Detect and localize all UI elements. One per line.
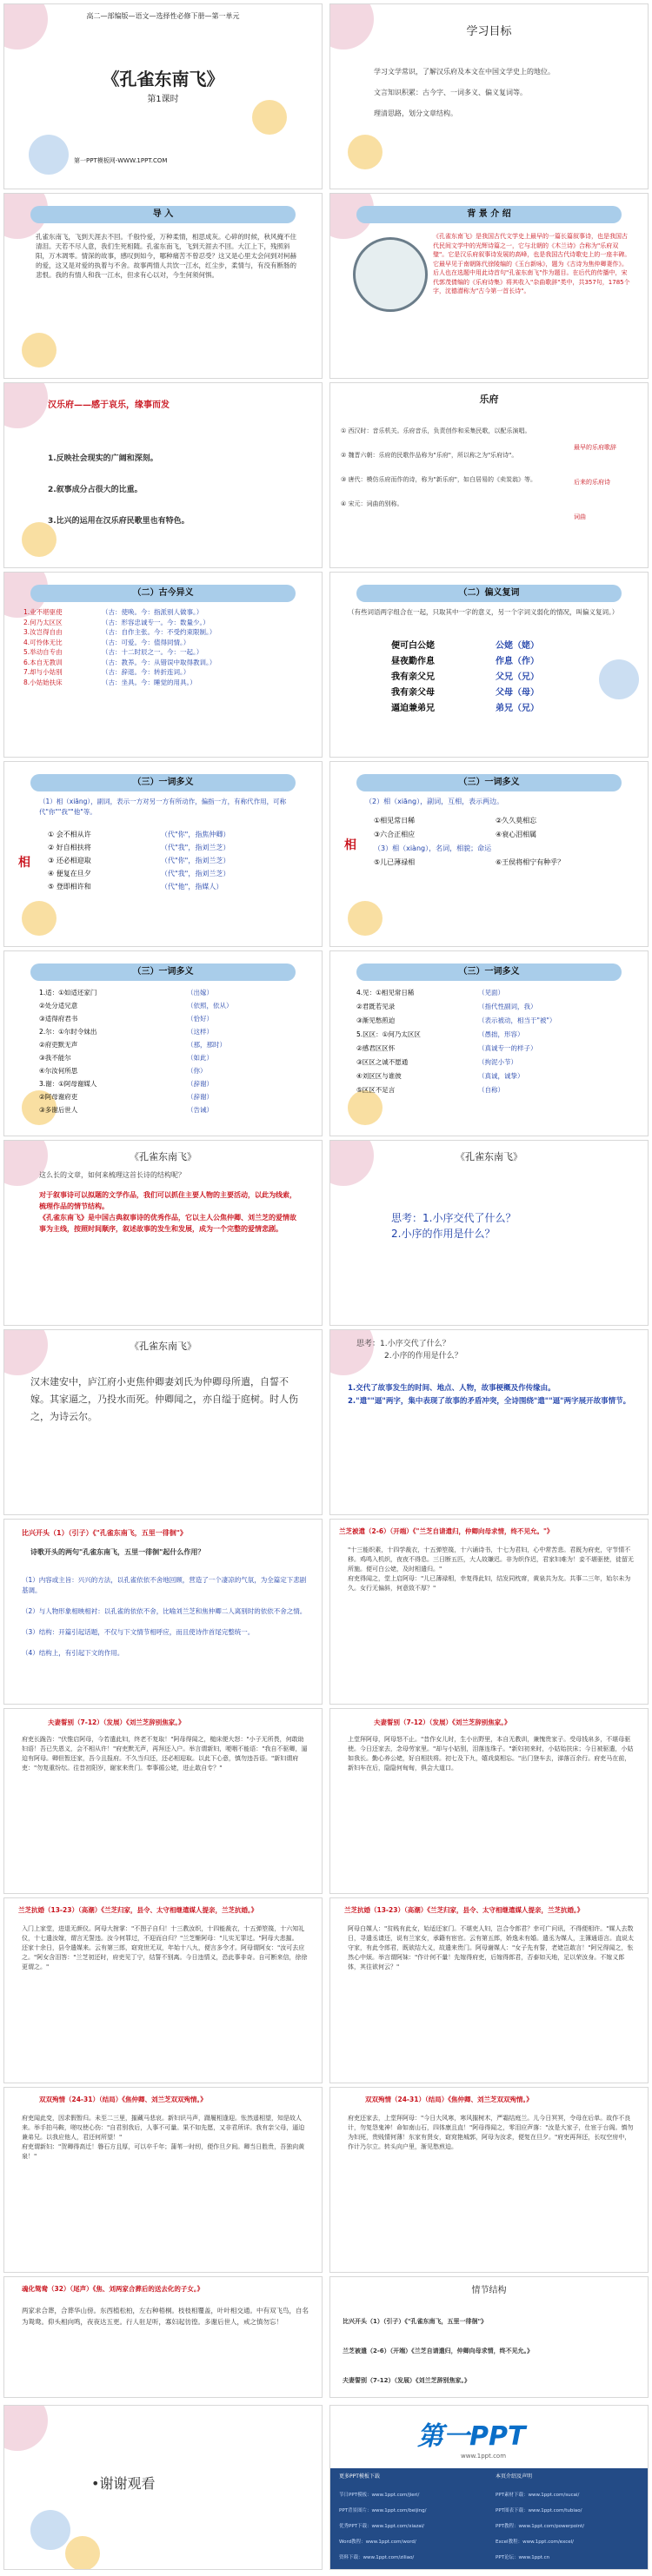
history-item: ② 魏晋六朝：乐府的民歌作品称为"乐府"，所以称之为"乐府诗"。	[341, 452, 518, 459]
slide-28-credits[interactable]	[329, 2405, 649, 2570]
table-row: 我有亲父兄 父兄（兄）	[391, 672, 539, 682]
blue-circle-decor	[30, 2510, 70, 2550]
table-row: 5.举动自专由 （古：十二时辰之一。今：一起。）	[23, 648, 203, 656]
slide-5-yuefu[interactable]	[3, 382, 323, 568]
slide-title: （三）一词多义	[30, 964, 296, 981]
slide-3-intro[interactable]	[3, 193, 323, 379]
ppt-logo: 第一PPT	[417, 2421, 526, 2452]
credit-links-secondary	[496, 2484, 643, 2570]
table-row: 2.尔：①尔时令妹出 （这样）	[39, 1028, 213, 1036]
slide-title: 夫妻誓别（7-12）（发展）《刘兰芝辞别焦家。》	[374, 1718, 511, 1726]
polysemy-head: （2）相（xiāng），副词，互相，表示两边。	[365, 798, 504, 805]
table-row: ③渐见愁煎迫 （表示被动，相当于"被"）	[356, 1016, 556, 1024]
yellow-circle-decor	[22, 901, 57, 936]
poem-text: 阿母白媒人："贫贱有此女，始适还家门。不堪吏人妇，岂合令郎君？幸可广问讯，不得便相许。"媒人去数日，寻遣丞请还，说有兰家女，承籍有宦官。云有第五郎，娇逸未有婚。遣丞为媒人，主簿通语言。直说太守家，有此令郎君，既欲结大义，故遣来贵门。阿母谢媒人："女子先有誓，老姥岂敢言！"阿兄得闻之，怅然心中烦。举言谓阿妹："作计何不量！先嫁得府吏，后嫁得郎君，否泰如天地，足以荣汝身。不嫁义郎体，其往欲何云？"	[348, 1925, 634, 1970]
note-item: 后来的乐府诗	[574, 479, 610, 486]
answer-item: （1）内容或主旨：兴兴的方法，以孔雀依依不舍地回顾，营造了一个凄凉的气氛，为全篇定下悲剧基调。	[22, 1576, 307, 1594]
slide-footer: 第一PPT模板网-WWW.1PPT.COM	[74, 157, 168, 164]
yuefu-history-list	[341, 413, 558, 522]
table-row: ③多谢后世人 （告诫）	[39, 1106, 213, 1114]
slide-title: 《孔雀东南飞》	[456, 1151, 522, 1162]
credit-link[interactable]: 优秀PPT下载：www.1ppt.com/xiazai/	[339, 2524, 425, 2529]
poem-text: "十三能织素，十四学裁衣，十五弹箜篌，十六诵诗书，十七为君妇，心中常苦悲。君既为府吏，守节情不移。鸡鸣入机织，夜夜不得息。三日断五匹，大人故嫌迟。非为织作迟，君家妇难为！妾不堪驱使，徒留无所施。便可白公姥，及时相遣归。" 府吏得闻之，堂上启阿母："儿已薄禄相，幸复得此妇，结发同枕席，黄泉共为友。共事二三年，始尔未为久。女行无偏斜，何意致不厚？"	[348, 1546, 634, 1592]
slide-title: （二）偏义复词	[356, 585, 622, 602]
table-row: ⑤ 登即相许和 （代"他"，指媒人）	[48, 883, 223, 891]
pink-circle-decor	[3, 382, 48, 428]
poem-text: 府吏长跪告："伏惟启阿母，今若遣此妇，终老不复取！"阿母得闻之，槌床便大怒："小子无所畏，何敢助妇语！吾已失恩义，会不相从许！"府吏默无声，再拜还入户。举言谓新妇，哽咽不能语："我自不驱卿，逼迫有阿母。卿但暂还家，吾今且报府。不久当归还，还必相迎取。以此下心意，慎勿违吾语。"新妇谓府吏："勿复重纷纭。往昔初阳岁，谢家来贵门。奉事循公姥，进止敢自专？"	[22, 1736, 308, 1771]
table-row: ④ 便复在旦夕 （代"我"，指刘兰芝）	[48, 870, 230, 877]
slide-title: 《孔雀东南飞》	[102, 69, 224, 89]
table-row: ③我不能尔 （如此）	[39, 1054, 213, 1062]
slide-9-polysemy[interactable]	[3, 761, 323, 947]
slide-title: 夫妻誓别（7-12）（发展）《刘兰芝辞别焦家。》	[48, 1718, 185, 1726]
goal-list	[374, 56, 626, 129]
history-item: ③ 唐代：模仿乐府而作的诗，称为"新乐府"，如白居易的《卖炭翁》等。	[341, 476, 536, 483]
slide-27-thanks[interactable]	[3, 2405, 323, 2570]
table-row: 8.小姑始扶床 （古：坐具。今：睡觉的用具。）	[23, 678, 196, 686]
table-row: 4.可怜体无比 （古：可爱。今：值得同情。）	[23, 638, 190, 646]
yuefu-item: 3.比兴的运用在汉乐府民歌里也有特色。	[48, 517, 190, 526]
note-item: 词曲	[574, 513, 586, 520]
answer-item: （4）结构上，有引起下文的作用。	[22, 1649, 124, 1657]
structure-question: 这么长的文章，如何来梳理这首长诗的结构呢？	[39, 1171, 185, 1179]
slide-title: 导 入	[30, 206, 296, 223]
slide-18-sent-away[interactable]	[329, 1519, 649, 1705]
slide-subtitle: 2.小序的作用是什么？	[384, 1352, 462, 1361]
credits-right-title: 本页介绍及声明	[496, 2473, 533, 2480]
slide-title: 《孔雀东南飞》	[130, 1341, 196, 1352]
table-row: ③区区之诚不愿通 （拘泥小节）	[356, 1058, 517, 1066]
slide-title: 双双殉情（24-31）（结局）《焦仲卿、刘兰芝双双殉情。》	[39, 2096, 207, 2103]
slide-8-partial-compound[interactable]	[329, 572, 649, 758]
plot-item: 夫妻誓别（7-12）（发展）《刘兰芝辞别焦家。》	[343, 2377, 471, 2384]
opening-question: 诗歌开头的两句"孔雀东南飞，五里一徘徊"起什么作用？	[30, 1548, 205, 1556]
table-row: 便可白公姥 公姥（姥）	[391, 641, 539, 651]
table-row: 3.汝岂得自由 （古：自作主张。今：不受约束限制。）	[23, 628, 216, 636]
polysemy-table	[39, 986, 300, 1116]
slide-16-preface-answer[interactable]	[329, 1329, 649, 1515]
table-row: ③ 还必相迎取 （代"你"，指刘兰芝）	[48, 857, 230, 864]
opening-answers	[22, 1565, 309, 1669]
slide-title: 乐府	[479, 394, 499, 405]
peacock-fan-image	[353, 237, 428, 312]
blue-circle-decor	[599, 659, 639, 699]
slide-4-background[interactable]	[329, 193, 649, 379]
plot-item: 兰芝被遣（2-6）（开端）《兰芝自请遣归，仲卿向母求情，终不见允。》	[343, 2348, 534, 2354]
credits-footer	[330, 2468, 648, 2570]
table-row: ① 会不相从许 （代"你"，指焦仲卿）	[48, 831, 230, 838]
slide-22-refuse-marriage[interactable]	[329, 1897, 649, 2083]
credit-link[interactable]: 资料下载：www.1ppt.com/ziliao/	[339, 2555, 415, 2560]
slide-title: 学习目标	[466, 25, 512, 38]
slide-11-polysemy[interactable]	[3, 950, 323, 1136]
slide-title: 《孔雀东南飞》	[130, 1151, 196, 1162]
polysemy-head: （1）相（xiāng），副词，表示一方对另一方有所动作，偏指一方，有称代作用，可称代"你""我""他"等。	[39, 798, 287, 816]
yellow-circle-decor	[252, 100, 287, 135]
credit-link[interactable]: PPT素材下载：www.1ppt.com/sucai/	[496, 2493, 580, 2498]
table-row: 5.区区：①何乃太区区 （愚拙，形容）	[356, 1030, 524, 1038]
ancient-modern-table	[23, 607, 310, 687]
table-row: ② 好自相扶将 （代"我"，指刘兰芝）	[48, 844, 230, 851]
slide-title: 汉乐府——感于哀乐，缘事而发	[48, 401, 170, 410]
poem-text: 入门上家堂，进退无颜仪。阿母大拊掌："不图子自归！十三教汝织，十四能裁衣，十五弹箜篌，十六知礼仪，十七遣汝嫁，谓言无誓违。汝今何罪过，不迎而自归？"兰芝惭阿母："儿实无罪过。"阿母大悲摧。 还家十余日，县令遣媒来。云有第三郎，窈窕世无双，年始十八九，便言多令才。阿母谓阿女："汝可去应之。"阿女含泪答："兰芝初还时，府吏见丁宁，结誓不别离。今日违情义，恐此事非奇。自可断来信，徐徐更谓之。"	[22, 1925, 308, 1970]
poem-text: 府吏还家去，上堂拜阿母："今日大风寒，寒风摧树木，严霜结庭兰。儿今日冥冥，令母在后单。故作不良计，勿复怨鬼神！命如南山石，四体康且直！"阿母得闻之，零泪应声落："汝是大家子，仕宦于台阁。慎勿为妇死，贵贱情何薄！东家有贤女，窈窕艳城郭，阿母为汝求，便复在旦夕。"府吏再拜还，长叹空房中，作计乃尔立。转头向户里，渐见愁煎迫。	[348, 2115, 634, 2150]
slide-title: 兰芝抗婚（13-23）（高潮）《兰芝归家，县令、太守相继遣媒人提亲，兰芝抗婚。》	[18, 1906, 258, 1914]
table-row: ⑤区区不足言 （自称）	[356, 1086, 504, 1094]
slide-12-polysemy[interactable]	[329, 950, 649, 1136]
slide-header: 高二—部编版—语文—选择性必修下册—第一单元	[86, 12, 240, 20]
slide-15-preface[interactable]	[3, 1329, 323, 1515]
logo-url: www.1ppt.com	[461, 2453, 507, 2460]
yellow-circle-decor	[348, 135, 383, 169]
table-row: 1.适：①如适还家门 （出嫁）	[39, 989, 213, 997]
slide-title: （二）古今异义	[30, 585, 296, 602]
credit-link[interactable]: PPT教程：www.1ppt.com/powerpoint/	[496, 2524, 585, 2529]
credit-link[interactable]: PPT论坛：www.1ppt.cn	[496, 2555, 550, 2560]
slide-subtitle: 第1课时	[147, 95, 179, 104]
slide-title: 兰芝被遣（2-6）（开端）《"兰芝自请遣归，仲卿向母求情，终不见允。"》	[339, 1527, 554, 1535]
slide-title: 魂化鸳鸯（32）（尾声）《焦、刘两家合葬后的送去化的子女。》	[22, 2285, 204, 2293]
table-row: 逼迫兼弟兄 弟兄（兄）	[391, 704, 539, 713]
poem-text: 两家求合葬，合葬华山傍。东西植松柏，左右种梧桐。枝枝相覆盖，叶叶相交通。中有双飞鸟，自名为鸳鸯。仰头相向鸣，夜夜达五更。行人驻足听，寡妇起彷徨。多谢后世人，戒之慎勿忘！	[22, 2307, 309, 2326]
blue-circle-decor	[29, 135, 69, 175]
preface-answer: 1.交代了故事发生的时间、地点、人物，故事梗概及作传缘由。 2."遣""逼"两字，集中表现了故事的矛盾冲突，全诗围绕"遣""逼"两字展开故事情节。	[348, 1384, 631, 1406]
slide-1-title[interactable]	[3, 3, 323, 189]
structure-answer: 对于叙事诗可以拟题的文学作品，我们可以抓住主要人物的主要活动，以此为线索，梳理作品的情节结构。 《孔雀东南飞》是中国古典叙事诗的优秀作品，它以主人公焦仲卿、刘兰芝的爱情故事为主线，按照时间顺序，叙述故事的发生和发展，成为一个完整的爱情悲剧。	[39, 1191, 296, 1233]
table-row: ①相见常日稀 ②久久莫相忘	[374, 817, 537, 824]
intro-text: 孔雀东南飞，飞到天涯去不回。千般怜爱，万种柔情，相思成灰。心碎的时候，秋风掩不住清泪。天若不尽人意，我们生死相随。孔雀东南飞，飞到天涯去不回。大江上下，残照斜阳，万木凋零。情深的故事，感叹到如今，哪种痛苦不曾忍受？这又是心里太会问到对柯赫的爱，这又是对爱的执着与不舍。故事两情人共饮一江水，红尘步，柔情与，有没有断肠的悲恨。我的有情人和我一江水，但求有心以对，今生何须何惧。	[36, 233, 296, 279]
slide-title: 兰芝抗婚（13-23）（高潮）《兰芝归家，县令、太守相继遣媒人提亲，兰芝抗婚。》	[344, 1906, 584, 1914]
table-row: ②处分适兄意 （依照，依从）	[39, 1002, 233, 1010]
pink-circle-decor	[3, 2405, 48, 2451]
table-row: 1.业不堪驱使 （古：使唤。今：指派别人做事。）	[23, 608, 203, 616]
slide-title: （三）一词多义	[356, 964, 622, 981]
thanks-text: •谢谢观看	[91, 2475, 156, 2492]
goal-item: 理清思路，划分文章结构。	[374, 109, 457, 117]
slide-24-deaths[interactable]	[329, 2087, 649, 2273]
slide-21-refuse-marriage[interactable]	[3, 1897, 323, 2083]
slide-20-farewell[interactable]	[329, 1708, 649, 1894]
slide-26-plot-structure[interactable]	[329, 2276, 649, 2398]
note-item: 最早的乐府歌辞	[574, 444, 616, 451]
history-item: ④ 宋元：词曲的别称。	[341, 500, 403, 507]
yuefu-list	[48, 435, 291, 545]
slide-title: 情节结构	[471, 2286, 507, 2295]
yuefu-notes	[574, 421, 643, 543]
slide-7-ancient-modern[interactable]	[3, 572, 323, 758]
pink-circle-decor	[3, 3, 48, 50]
goal-item: 学习文学常识，了解汉乐府及本文在中国文学史上的地位。	[374, 68, 555, 76]
goal-item: 文言知识积累：古今字、一词多义、偏义复词等。	[374, 89, 527, 96]
table-row: （3）相（xiàng），名词，相貌；命运	[374, 844, 492, 852]
slide-17-opening[interactable]	[3, 1519, 323, 1705]
highlight-character: 相	[18, 856, 30, 870]
slide-title: 背 景 介 绍	[356, 206, 622, 223]
credit-link[interactable]: 节日PPT模板：www.1ppt.com/jieri/	[339, 2493, 420, 2498]
slide-25-epilogue[interactable]	[3, 2276, 323, 2398]
table-row: 3.谢：①阿母谢媒人 （辞谢）	[39, 1080, 213, 1088]
table-row: ④刘区区与谁彼 （真诚，诚挚）	[356, 1072, 524, 1080]
table-row: 昼夜勤作息 作息（作）	[391, 657, 539, 666]
polysemy-table	[48, 828, 291, 893]
partial-compound-table	[391, 639, 591, 717]
credit-link[interactable]: Word教程：www.1ppt.com/word/	[339, 2540, 416, 2545]
slide-10-polysemy[interactable]	[329, 761, 649, 947]
slide-6-yuefu-history[interactable]	[329, 382, 649, 568]
table-row: ②感君区区怀 （真诚专一的样子）	[356, 1044, 537, 1052]
yellow-circle-decor	[65, 2536, 100, 2570]
slide-13-structure[interactable]	[3, 1140, 323, 1326]
yuefu-item: 2.叙事成分占很大的比重。	[48, 486, 143, 494]
table-row: ④尔汝何所思 （你）	[39, 1067, 207, 1075]
slide-14-think[interactable]	[329, 1140, 649, 1326]
table-row: ③六合正相应 ④衰心泪相属	[374, 831, 537, 838]
credit-link[interactable]: Excel教程：www.1ppt.com/excel/	[496, 2540, 575, 2545]
poem-text: 上堂拜阿母，阿母怒不止。"昔作女儿时，生小出野里，本自无教训，兼愧贵家子。受母钱帛多，不堪母驱使。今日还家去，念母劳家里。"却与小姑别，泪落连珠子。"新妇初来时，小姑始扶床；今日被驱遣，小姑如我长。勤心养公姥，好自相扶将。初七及下九，嬉戏莫相忘。"出门登车去，涕落百余行。府吏马在前，新妇车在后，隐隐何甸甸，俱会大道口。	[348, 1736, 634, 1771]
partial-compound-intro: （有些词语两字组合在一起，只取其中一字的意义，另一个字词义弱化的情况，叫偏义复词。）	[348, 608, 619, 616]
slide-title: （三）一词多义	[30, 774, 296, 791]
table-row: 我有亲父母 父母（母）	[391, 688, 539, 698]
polysemy-table	[356, 986, 635, 1097]
polysemy-table	[374, 814, 626, 870]
slide-2-goals[interactable]	[329, 3, 649, 189]
slide-23-deaths[interactable]	[3, 2087, 323, 2273]
table-row: ③适得府君书 （恰好）	[39, 1015, 213, 1023]
credit-link[interactable]: PPT图表下载：www.1ppt.com/tubiao/	[496, 2508, 582, 2513]
table-row: ②君既若见录 （指代性副词，我）	[356, 1003, 537, 1010]
table-row: 4.见：①相见常日稀 （见面）	[356, 989, 504, 997]
slide-19-farewell[interactable]	[3, 1708, 323, 1894]
slide-title: 思考：1.小序交代了什么？	[356, 1340, 450, 1348]
history-item: ① 西汉时：音乐机关。乐府音乐，负责创作和采集民歌，以配乐演唱。	[341, 427, 531, 434]
background-text: 《孔雀东南飞》是我国古代文学史上最早的一篇长篇叙事诗，也是我国古代民间文学中的光辉诗篇之一，它与北朝的《木兰诗》合称为"乐府双璧"。它是汉乐府叙事诗发展的高峰，也是我国古代诗歌史上的一座丰碑。 它最早见于南朝陈代徐陵编的《玉台新咏》，题为《古诗为焦仲卿妻作》。后人也在选题中用此诗首句"孔雀东南飞"作为题目。在后代的传播中，宋代郭茂倩编的《乐府诗集》将其收入"杂曲歌辞"类中，共357句，1785个字，沈德潜称为"古今第一首长诗"。	[433, 233, 631, 295]
table-row: 6.本自无教训 （古：教养。今：从错误中取得教训。）	[23, 658, 216, 666]
plot-item: 比兴开头（1）（引子）《"孔雀东南飞，五里一徘徊"》	[343, 2318, 488, 2325]
think-question: 思考：1.小序交代了什么？ 2.小序的作用是什么？	[391, 1212, 516, 1240]
slide-title: 双双殉情（24-31）（结局）《焦仲卿、刘兰芝双双殉情。》	[365, 2096, 533, 2103]
table-row: 7.却与小姑别 （古：辞退。今：转折连词。）	[23, 668, 190, 676]
credits-left-title: 更多PPT模板下载	[339, 2473, 380, 2480]
table-row: ②府吏默无声 （那，那时）	[39, 1041, 226, 1049]
plot-structure-list	[343, 2300, 642, 2398]
pink-circle-decor	[329, 1329, 374, 1375]
credit-links	[339, 2484, 487, 2570]
yuefu-item: 1.反映社会现实的广阔和深刻。	[48, 454, 158, 463]
credit-link[interactable]: PPT背景图片：www.1ppt.com/beijing/	[339, 2508, 427, 2513]
slide-title: （三）一词多义	[356, 774, 622, 791]
slide-title: 比兴开头（1）（引子）《"孔雀东南飞，五里一徘徊"》	[22, 1529, 187, 1537]
preface-text: 汉末建安中，庐江府小吏焦仲卿妻刘氏为仲卿母所遣，自誓不嫁。其家逼之，乃投水而死。仲卿闻之，亦自缢于庭树。时人伤之，为诗云尔。	[30, 1376, 298, 1422]
table-row: ⑤儿已薄禄相 ⑥王侯将相宁有种乎？	[374, 858, 565, 866]
answer-item: （2）与人物形象相映相衬：以孔雀的依依不舍，比喻刘兰芝和焦仲卿二人离别时的依依不舍之情。	[22, 1607, 307, 1615]
table-row: ②阿母谢府吏 （辞谢）	[39, 1093, 213, 1101]
answer-item: （3）结构：开篇引起话题，不仅与下文情节相呼应，而且使诗作首尾完整统一。	[22, 1628, 255, 1636]
yellow-circle-decor	[348, 901, 383, 936]
highlight-character: 相	[344, 838, 356, 852]
poem-text: 府吏闻此变，因求假暂归。未至二三里，摧藏马悲哀。新妇识马声，蹑履相逢迎。怅然遥相望，知是故人来。举手拍马鞍，嗟叹使心伤："自君别我后，人事不可量。果不如先愿，又非君所详。我有亲父母，逼迫兼弟兄。以我应他人，君还何所望！" 府吏谓新妇："贺卿得高迁！磐石方且厚，可以卒千年；蒲苇一时纫，便作旦夕间。卿当日胜贵，吾独向黄泉！"	[22, 2115, 305, 2160]
table-row: 2.何乃太区区 （古：形容忠诚专一。今：数量少。）	[23, 618, 210, 626]
yellow-circle-decor	[22, 333, 57, 368]
